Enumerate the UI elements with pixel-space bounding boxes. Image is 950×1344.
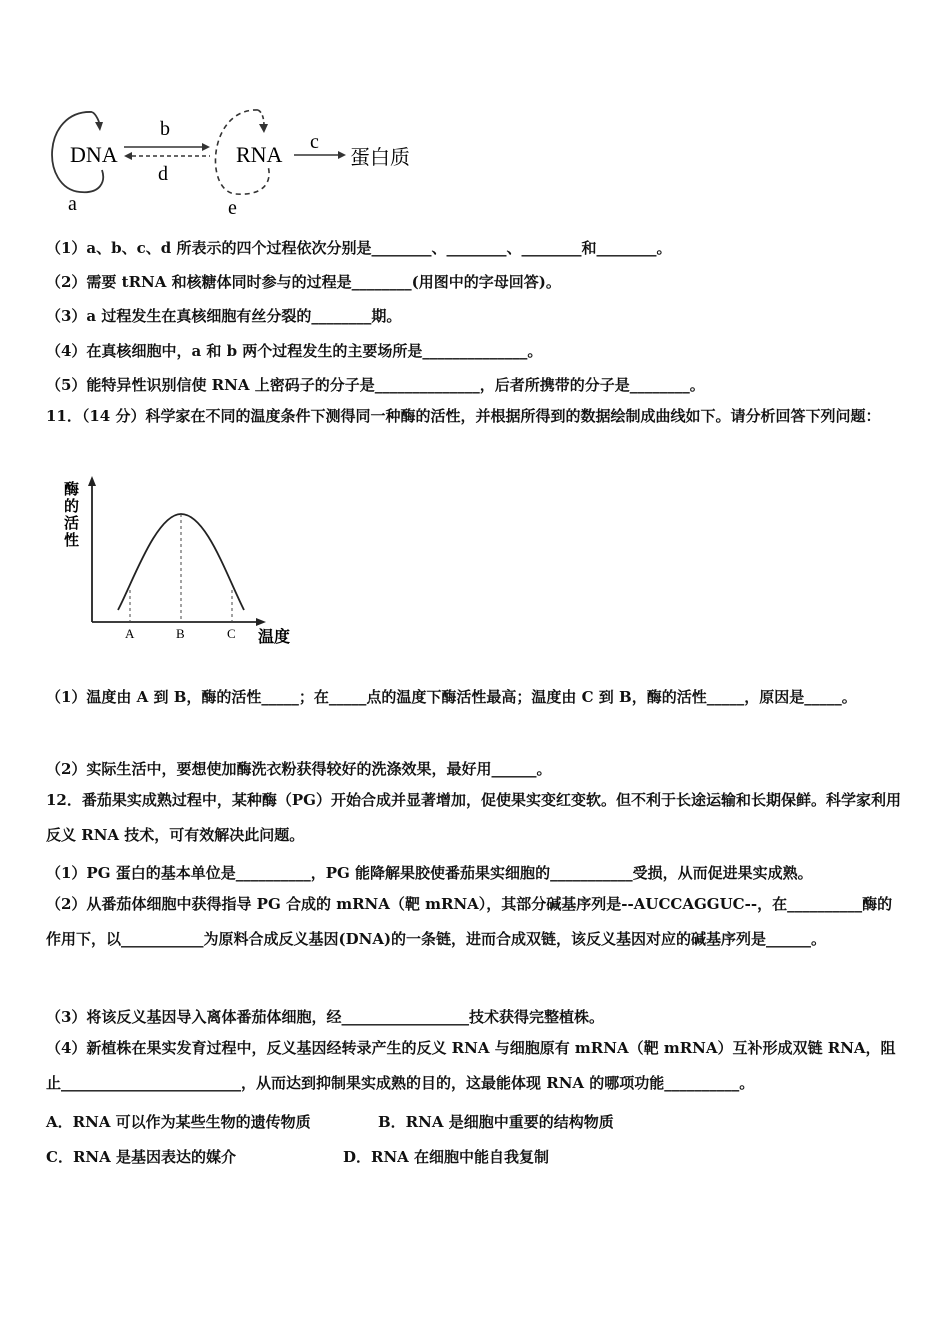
- y-axis-arrow-icon: [88, 476, 96, 486]
- q10-part1: （1）a、b、c、d 所表示的四个过程依次分别是________、________、________和________。: [46, 239, 672, 257]
- loop-a-arrow-icon: [95, 122, 103, 131]
- option-d: D．RNA 在细胞中能自我复制: [343, 1148, 550, 1166]
- arrow-d-head-icon: [124, 152, 132, 160]
- y-label-char-4: 性: [64, 533, 80, 549]
- loop-e-arrow-icon: [259, 124, 268, 133]
- q12-part3: （3）将该反义基因导入离体番茄体细胞，经_________________技术获得完整植株。: [46, 1008, 604, 1026]
- arrow-b-head-icon: [202, 143, 210, 151]
- dna-label: DNA: [70, 142, 118, 167]
- q12-part4: （4）新植株在果实发育过程中，反义基因经转录产生的反义 RNA 与细胞原有 mRNA（靶 mRNA）互补形成双链 RNA，阻止________________________，从而达到抑制果实成熟的目的，这最能体现 RNA 的哪项功能__________。: [46, 1039, 896, 1092]
- label-a: a: [68, 193, 77, 215]
- label-e: e: [228, 197, 237, 219]
- arrow-c-head-icon: [338, 151, 346, 159]
- q10-part4: （4）在真核细胞中，a 和 b 两个过程发生的主要场所是______________。: [46, 342, 543, 360]
- x-axis-label: 温度: [258, 629, 291, 646]
- q11-part1: （1）温度由 A 到 B，酶的活性_____；在_____点的温度下酶活性最高；温度由 C 到 B，酶的活性_____，原因是_____。: [46, 688, 857, 706]
- q11-part2: （2）实际生活中，要想使加酶洗衣粉获得较好的洗涤效果，最好用______。: [46, 760, 552, 778]
- label-d: d: [158, 163, 168, 185]
- tick-a: A: [125, 626, 135, 641]
- option-c: C．RNA 是基因表达的媒介: [46, 1148, 236, 1166]
- y-label-char-2: 的: [64, 499, 80, 515]
- option-b: B．RNA 是细胞中重要的结构物质: [378, 1113, 614, 1131]
- rna-label: RNA: [236, 142, 283, 167]
- option-a: A．RNA 可以作为某些生物的遗传物质: [46, 1113, 311, 1131]
- q10-part5: （5）能特异性识别信使 RNA 上密码子的分子是______________，后者所携带的分子是________。: [46, 376, 705, 394]
- label-b: b: [160, 118, 170, 140]
- tick-c: C: [227, 626, 236, 641]
- q12-part2: （2）从番茄体细胞中获得指导 PG 合成的 mRNA（靶 mRNA），其部分碱基序列是--AUCCAGGUC--，在__________酶的作用下，以___________为原料合成反义基因(DNA)的一条链，进而合成双链，该反义基因对应的碱基序列是______。: [46, 895, 893, 948]
- q12-part1: （1）PG 蛋白的基本单位是__________，PG 能降解果胶使番茄果实细胞的___________受损，从而促进果实成熟。: [46, 864, 813, 882]
- q11-stem: 11．（14 分）科学家在不同的温度条件下测得同一种酶的活性，并根据所得到的数据绘制成曲线如下。请分析回答下列问题：: [46, 407, 881, 425]
- y-label-char-3: 活: [64, 516, 80, 532]
- x-axis-arrow-icon: [256, 618, 266, 626]
- label-c: c: [310, 131, 319, 153]
- central-dogma-diagram: [40, 100, 480, 220]
- q12-stem: 12．番茄果实成熟过程中，某种酶（PG）开始合成并显著增加，促使果实变红变软。但不利于长途运输和长期保鲜。科学家利用反义 RNA 技术，可有效解决此问题。: [46, 791, 901, 844]
- tick-b: B: [176, 626, 185, 641]
- y-label-char-1: 酶: [64, 482, 80, 498]
- protein-label: 蛋白质: [350, 147, 410, 169]
- loop-e-top: [258, 110, 264, 126]
- q10-part3: （3）a 过程发生在真核细胞有丝分裂的________期。: [46, 307, 402, 325]
- q10-part2: （2）需要 tRNA 和核糖体同时参与的过程是________(用图中的字母回答)。: [46, 273, 561, 291]
- enzyme-activity-chart: [60, 474, 330, 654]
